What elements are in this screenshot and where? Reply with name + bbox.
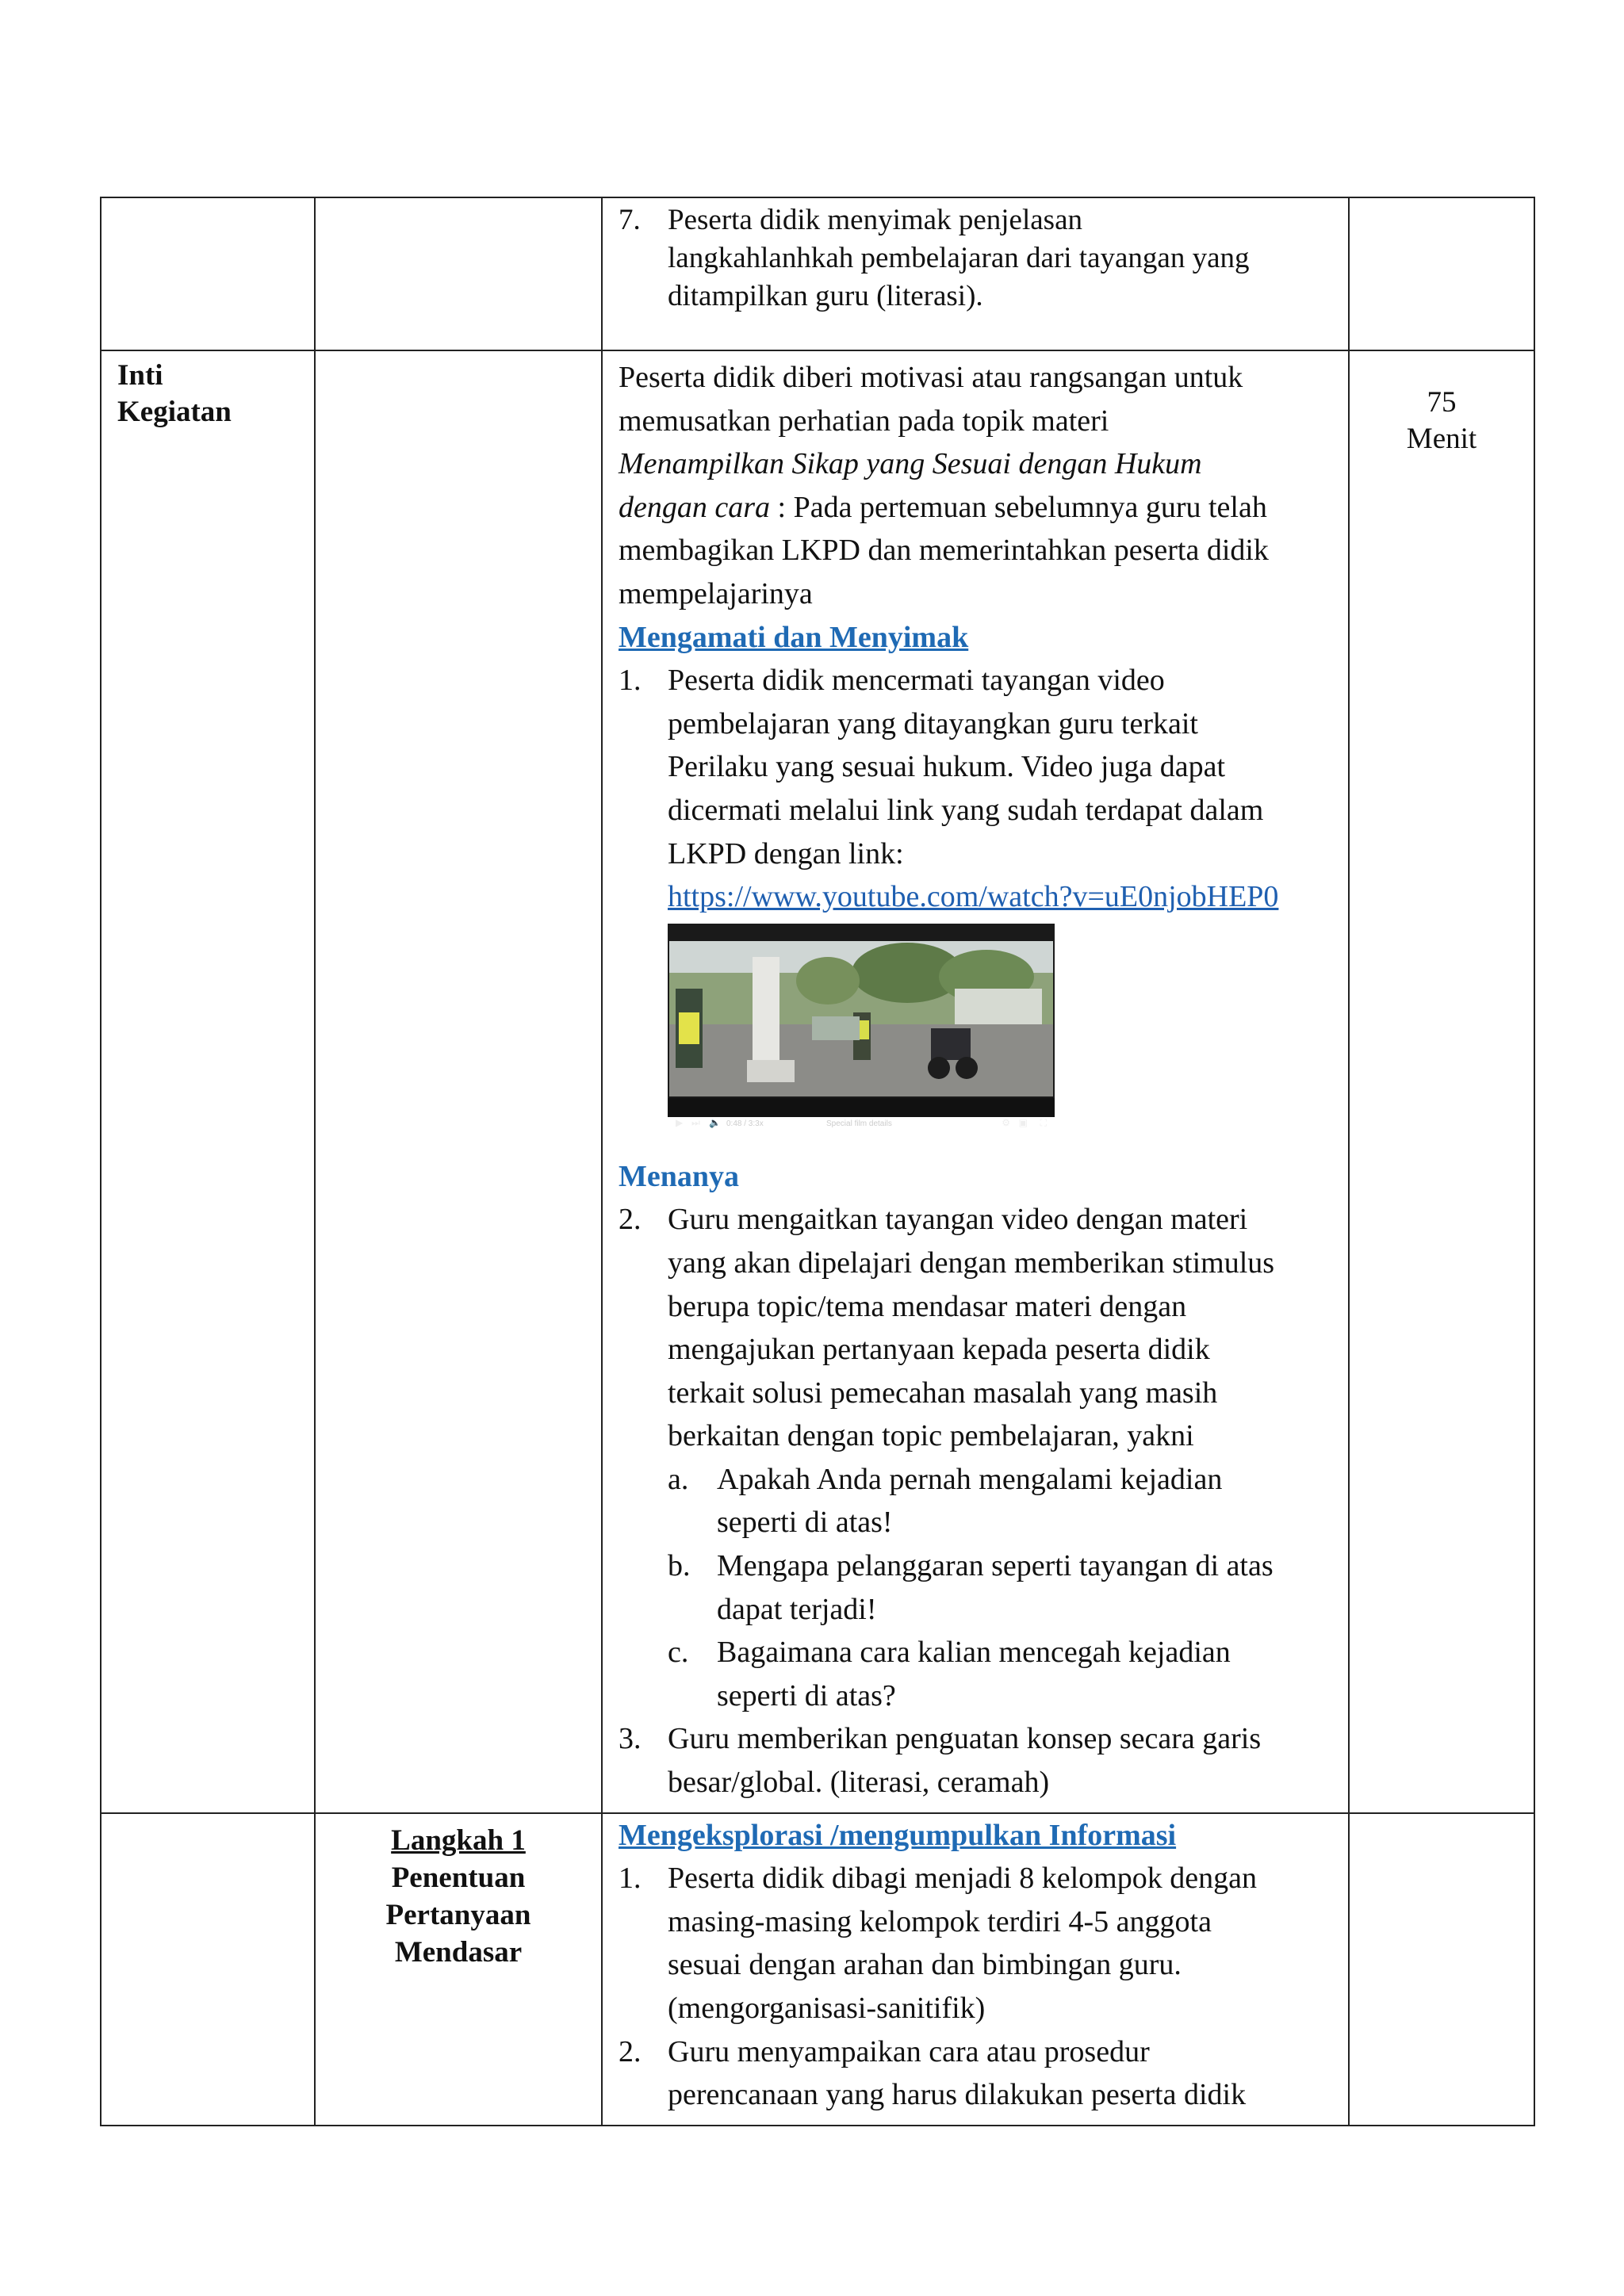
- video-scene-image: [669, 941, 1053, 1096]
- lesson-plan-table: [100, 197, 1535, 2126]
- numbered-list: [619, 659, 1332, 919]
- table-cell: [1349, 1813, 1534, 2126]
- numbered-list: [619, 1198, 1332, 1804]
- list-item: b. Mengapa pelanggaran seperti tayangan di atas dapat terjadi!: [668, 1549, 1274, 1626]
- video-time: 0:48 / 3:3x: [726, 1119, 764, 1128]
- table-cell: [315, 350, 602, 1813]
- video-caption: Special film details: [826, 1119, 892, 1128]
- table-row: [101, 1813, 1534, 2126]
- list-item: a. Apakah Anda pernah mengalami kejadian seperti di atas!: [668, 1462, 1223, 1540]
- heading-explore: Mengeksplorasi /mengumpulkan Informasi: [619, 1818, 1177, 1852]
- table-cell: [101, 197, 315, 350]
- list-item: 3. Guru memberikan penguatan konsep secara garis besar/global. (literasi, ceramah): [619, 1722, 1262, 1800]
- list-item: 2. Guru mengaitkan tayangan video dengan materi yang akan dipelajari dengan memberikan stimulus berupa topic/tema mendasar materi dengan mengajukan pertanyaan kepada peserta didik terkait solusi pemecahan masalah yang masih berkaitan dengan topic pembelajaran, yakni a. Apakah Anda pernah mengalami kejadian seperti di atas! b. Mengapa pelanggaran seperti tayangan di atas dapat terjadi! c. Bagaimana cara kalian mencegah kejadian seperti di atas?: [619, 1198, 1332, 1717]
- numbered-list: [619, 201, 1332, 316]
- list-item: 7. Peserta didik menyimak penjelasan langkahlanhkah pembelajaran dari tayangan yang ditampilkan guru (literasi).: [619, 204, 1250, 312]
- duration: 75 Menit: [1406, 386, 1477, 455]
- heading-ask: Menanya: [619, 1159, 739, 1193]
- table-cell: [101, 350, 315, 1813]
- table-cell: [315, 1813, 602, 2126]
- table-cell: [602, 197, 1349, 350]
- next-icon[interactable]: ⏭: [691, 1116, 700, 1128]
- volume-icon[interactable]: 🔈: [709, 1116, 721, 1128]
- table-cell: [1349, 350, 1534, 1813]
- step-label: Langkah 1 Penentuan Pertanyaan Mendasar: [385, 1823, 531, 1969]
- video-controls: [668, 1098, 1055, 1128]
- table-cell: [315, 197, 602, 350]
- list-item: c. Bagaimana cara kalian mencegah kejadian seperti di atas?: [668, 1636, 1231, 1712]
- fullscreen-icon[interactable]: ⛶: [1040, 1116, 1047, 1128]
- list-item: 1. Peserta didik dibagi menjadi 8 kelompok dengan masing-masing kelompok terdiri 4-5 anggota sesuai dengan arahan dan bimbingan guru. (mengorganisasi-sanitifik): [619, 1862, 1257, 2025]
- list-item: 2. Guru menyampaikan cara atau prosedur perencanaan yang harus dilakukan peserta didik: [619, 2034, 1247, 2112]
- table-row: [101, 197, 1534, 350]
- settings-icon[interactable]: ⚙: [1002, 1116, 1010, 1128]
- miniplayer-icon[interactable]: ▣: [1018, 1116, 1028, 1128]
- intro-paragraph: Peserta didik diberi motivasi atau rangsangan untuk memusatkan perhatian pada topik materi Menampilkan Sikap yang Sesuai dengan Hukum dengan cara : Pada pertemuan sebelumnya guru telah membagikan LKPD dan memerintahkan peserta didik mempelajarinya: [619, 361, 1269, 610]
- table-row: [101, 350, 1534, 1813]
- numbered-list: [619, 1857, 1332, 2117]
- table-cell: [101, 1813, 315, 2126]
- lettered-list: [668, 1458, 1332, 1718]
- video-thumbnail[interactable]: [668, 924, 1055, 1128]
- play-icon[interactable]: ▶: [676, 1116, 684, 1128]
- list-item: 1. Peserta didik mencermati tayangan video pembelajaran yang ditayangkan guru terkait Perilaku yang sesuai hukum. Video juga dapat dicermati melalui link yang sudah terdapat dalam LKPD dengan link: https://www.youtube.com/watch?v=uE0njobHEP0: [619, 664, 1279, 914]
- heading-observe: Mengamati dan Menyimak: [619, 620, 969, 654]
- section-label: Inti Kegiatan: [117, 359, 232, 428]
- table-cell: [602, 350, 1349, 1813]
- youtube-link[interactable]: https://www.youtube.com/watch?v=uE0njobHEP0: [668, 880, 1279, 914]
- table-cell: [602, 1813, 1349, 2126]
- table-cell: [1349, 197, 1534, 350]
